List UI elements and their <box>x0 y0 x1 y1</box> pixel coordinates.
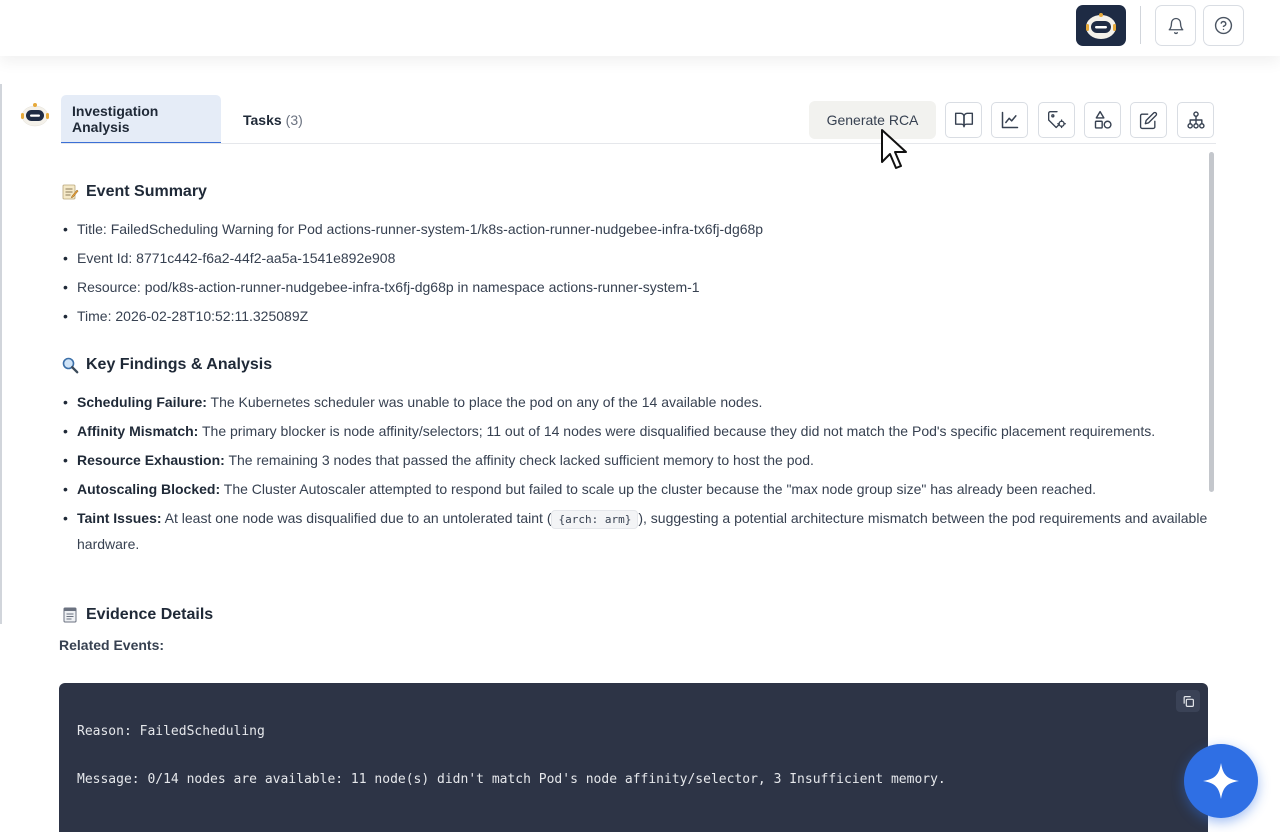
tab-count-badge: (3) <box>285 111 303 128</box>
item-label: Autoscaling Blocked: <box>77 481 221 497</box>
panel-left-border <box>0 84 2 624</box>
item-value: The primary blocker is node affinity/selectors; 11 out of 14 nodes were disqualified because they did not match the Pod's specific placement requirements. <box>198 423 1156 439</box>
edit-button[interactable] <box>1130 102 1167 138</box>
item-value: At least one node was disqualified due to an untolerated taint ( <box>161 510 552 526</box>
item-label: Resource: <box>77 279 141 295</box>
assistant-avatar-icon <box>20 102 50 128</box>
item-label: Event Id: <box>77 250 133 266</box>
heading-text: Evidence Details <box>86 606 214 623</box>
magnifier-icon <box>61 356 79 374</box>
notifications-button[interactable] <box>1155 5 1196 46</box>
tab-label: Investigation Analysis <box>72 102 159 135</box>
hierarchy-icon <box>1186 110 1206 130</box>
item-value: 2026-02-28T10:52:11.325089Z <box>111 308 309 324</box>
topology-button[interactable] <box>1177 102 1214 138</box>
item-value: The Cluster Autoscaler attempted to respond but failed to scale up the cluster because the "max node group size" has already been reached. <box>220 481 1097 497</box>
heading-text: Key Findings & Analysis <box>86 356 273 373</box>
heading-text: Event Summary <box>86 183 207 200</box>
chart-icon <box>1000 110 1020 130</box>
item-label: Taint Issues: <box>77 510 162 526</box>
list-item <box>61 246 1211 270</box>
docs-button[interactable] <box>945 102 982 138</box>
item-value: pod/k8s-action-runner-nudgebee-infra-tx6fj-dg68p in namespace actions-runner-system-1 <box>140 279 700 295</box>
list-item <box>61 448 1211 472</box>
tab-investigation-analysis[interactable] <box>61 95 221 144</box>
mouse-cursor-icon <box>880 128 910 174</box>
item-value: ), suggesting a potential architecture mismatch between the pod requirements and available hardware. <box>77 510 1208 552</box>
item-label: Scheduling Failure: <box>77 394 207 410</box>
document-icon <box>61 606 79 624</box>
event-summary-heading <box>61 183 207 201</box>
help-icon <box>1214 16 1233 35</box>
tab-label: Tasks <box>243 111 282 128</box>
bell-icon <box>1167 17 1185 35</box>
metrics-button[interactable] <box>991 102 1028 138</box>
key-findings-list <box>61 390 1211 561</box>
code-line: Reason: FailedScheduling <box>77 724 265 739</box>
book-icon <box>954 110 974 130</box>
item-value: The Kubernetes scheduler was unable to place the pod on any of the 14 available nodes. <box>206 394 763 410</box>
item-value: 8771c442-f6a2-44f2-aa5a-1541e892e908 <box>132 250 396 266</box>
list-item <box>61 419 1211 443</box>
generate-rca-button[interactable]: Generate RCA <box>809 101 936 139</box>
event-summary-list <box>61 217 1211 333</box>
code-line: Message: 0/14 nodes are available: 11 node(s) didn't match Pod's node affinity/selector, 3 Insufficient memory. <box>77 772 946 787</box>
inline-code: {arch: arm} <box>551 510 638 529</box>
help-button[interactable] <box>1203 5 1244 46</box>
list-item <box>61 304 1211 328</box>
assistant-robot-button[interactable] <box>1076 5 1126 46</box>
item-value: The remaining 3 nodes that passed the affinity check lacked sufficient memory to host the pod. <box>224 452 814 468</box>
key-findings-heading <box>61 356 272 374</box>
item-label: Resource Exhaustion: <box>77 452 225 468</box>
item-label: Title: <box>77 221 107 237</box>
tag-settings-icon <box>1047 110 1067 130</box>
list-item <box>61 217 1211 241</box>
edit-icon <box>1139 111 1158 130</box>
tag-settings-button[interactable] <box>1038 102 1075 138</box>
copy-code-button[interactable] <box>1176 690 1200 712</box>
evidence-details-heading <box>61 606 213 624</box>
item-label: Time: <box>77 308 112 324</box>
copy-icon <box>1182 695 1195 708</box>
list-item <box>61 477 1211 501</box>
robot-icon <box>1084 11 1118 41</box>
sparkle-icon <box>1198 758 1244 804</box>
related-events-label: Related Events: <box>59 637 165 653</box>
list-item <box>61 275 1211 299</box>
tab-tasks[interactable] <box>232 95 314 144</box>
shapes-icon <box>1093 110 1113 130</box>
memo-icon <box>61 183 79 201</box>
code-block <box>59 683 1208 832</box>
tab-underline <box>61 143 1216 144</box>
top-bar <box>0 0 1280 56</box>
item-value: FailedScheduling Warning for Pod actions-runner-system-1/k8s-action-runner-nudgebee-infra-tx6fj-dg68p <box>106 221 764 237</box>
header-divider <box>1140 6 1141 44</box>
assistant-chat-fab[interactable] <box>1184 744 1258 818</box>
shapes-button[interactable] <box>1084 102 1121 138</box>
item-label: Affinity Mismatch: <box>77 423 199 439</box>
list-item <box>61 390 1211 414</box>
list-item <box>61 506 1211 556</box>
